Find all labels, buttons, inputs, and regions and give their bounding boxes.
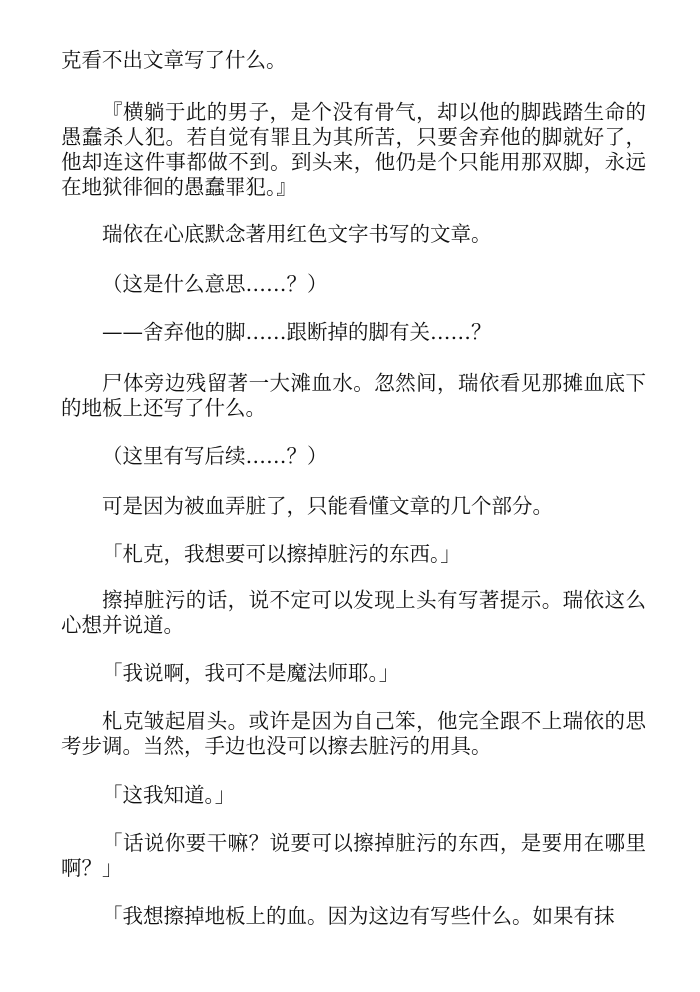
paragraph: 「我说啊，我可不是魔法师耶。」: [102, 661, 400, 685]
paragraph: 「札克，我想要可以擦掉脏污的东西。」: [102, 542, 461, 566]
paragraph: 「我想擦掉地板上的血。因为这边有写些什么。如果有抹: [102, 904, 615, 928]
paragraph: 擦掉脏污的话，说不定可以发现上头有写著提示。瑞依这么心想并说道。: [61, 588, 646, 637]
paragraph: 「这我知道。」: [102, 783, 236, 807]
paragraph: （这是什么意思……？）: [102, 272, 328, 296]
paragraph: 克看不出文章写了什么。: [61, 48, 287, 72]
paragraph: （这里有写后续……？）: [102, 444, 328, 468]
paragraph: 可是因为被血弄脏了，只能看懂文章的几个部分。: [102, 494, 553, 518]
paragraph: 瑞依在心底默念著用红色文字书写的文章。: [102, 222, 492, 246]
paragraph: 尸体旁边残留著一大滩血水。忽然间，瑞依看见那摊血底下的地板上还写了什么。: [61, 371, 646, 420]
paragraph: 「话说你要干嘛？说要可以擦掉脏污的东西，是要用在哪里啊？」: [61, 831, 646, 880]
paragraph: ——舍弃他的脚……跟断掉的脚有关……？: [102, 320, 492, 344]
paragraph: 『横躺于此的男子，是个没有骨气，却以他的脚践踏生命的愚蠢杀人犯。若自觉有罪且为其所苦，只要舍弃他的脚就好了，他却连这件事都做不到。到头来，他仍是个只能用那双脚，永远在地狱徘徊的愚蠢罪犯。』: [61, 100, 646, 199]
paragraph: 札克皱起眉头。或许是因为自己笨，他完全跟不上瑞依的思考步调。当然，手边也没可以擦去脏污的用具。: [61, 709, 646, 758]
